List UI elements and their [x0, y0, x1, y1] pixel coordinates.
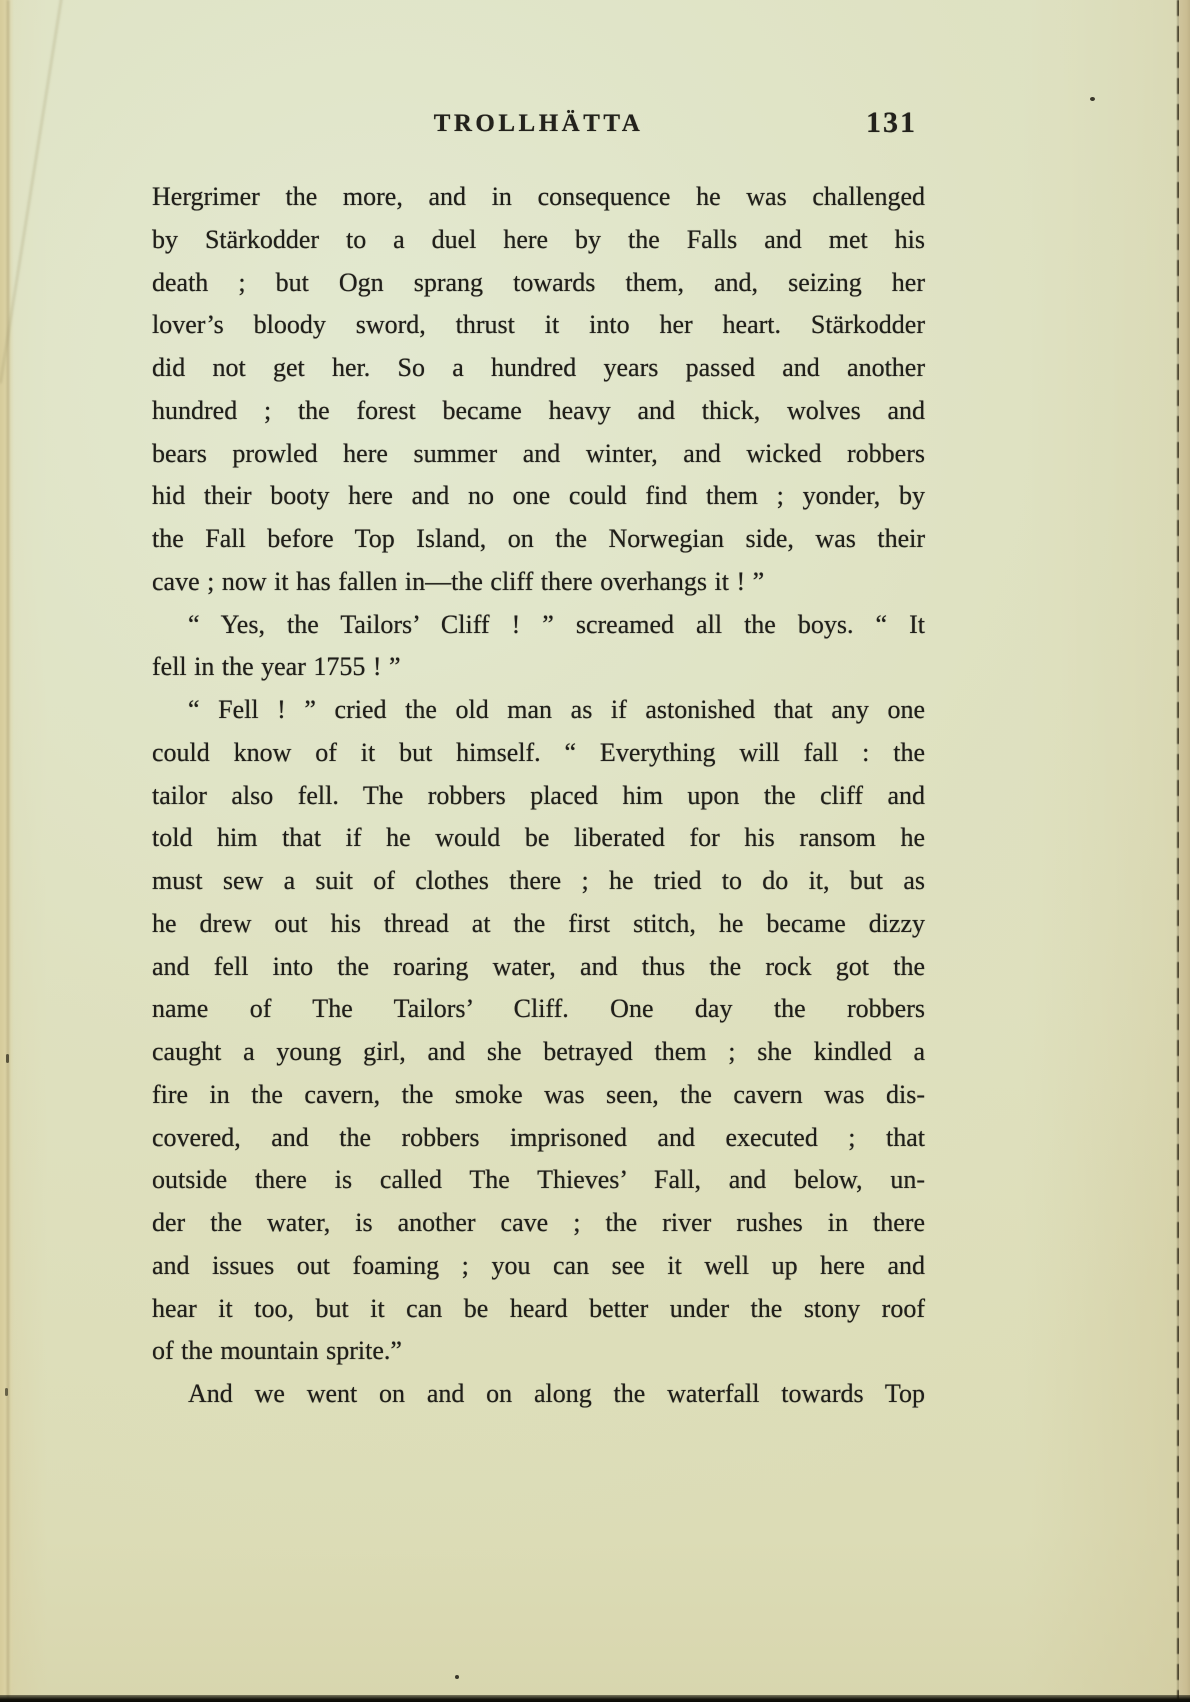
text-line: and issues out foaming ; you can see it well up here and [152, 1250, 925, 1280]
text-line: “ Yes, the Tailors’ Cliff ! ” screamed all the boys. “ It [188, 609, 925, 639]
paper-crease-vertical [7, 0, 9, 1702]
text-line: death ; but Ogn sprang towards them, and, seizing her [152, 267, 925, 297]
text-line: cave ; now it has fallen in—the cliff there overhangs it ! ” [152, 566, 765, 596]
text-line: Hergrimer the more, and in consequence he was challenged [152, 182, 925, 211]
text-line: name of The Tailors’ Cliff. One day the robbers [152, 994, 925, 1024]
text-line: he drew out his thread at the first stitch, he became dizzy [152, 908, 925, 938]
text-line: hear it too, but it can be heard better under the stony roof [152, 1293, 925, 1323]
text-line: “ Fell ! ” cried the old man as if astonished that any one [188, 695, 925, 724]
text-line: must sew a suit of clothes there ; he tried to do it, but as [152, 866, 925, 895]
text-line: der the water, is another cave ; the river rushes in there [152, 1208, 925, 1237]
text-line: covered, and the robbers imprisoned and executed ; that [152, 1122, 925, 1152]
text-line: caught a young girl, and she betrayed them ; she kindled a [152, 1037, 925, 1066]
text-line: did not get her. So a hundred years passed and another [152, 353, 925, 382]
text-line: by Stärkodder to a duel here by the Falls and met his [152, 224, 925, 254]
page-number: 131 [866, 106, 917, 139]
text-line: and fell into the roaring water, and thus the rock got the [152, 951, 925, 981]
text-line: the Fall before Top Island, on the Norwegian side, was their [152, 524, 925, 553]
text-line: lover’s bloody sword, thrust it into her heart. Stärkodder [152, 310, 925, 340]
paper-speck [5, 1388, 8, 1396]
paper-speck [6, 1054, 9, 1063]
page-header [152, 106, 925, 146]
paper-speck [1090, 97, 1095, 101]
text-line: hundred ; the forest became heavy and thick, wolves and [152, 395, 925, 425]
paper-speck [455, 1675, 459, 1679]
page-right-edge [1179, 0, 1190, 1702]
scan-bottom-shadow [0, 1695, 1190, 1702]
running-title: TROLLHÄTTA [433, 110, 644, 137]
text-line: fell in the year 1755 ! ” [152, 652, 401, 682]
text-line: hid their booty here and no one could find them ; yonder, by [152, 481, 925, 511]
text-block [152, 176, 925, 1416]
text-line: told him that if he would be liberated for his ransom he [152, 823, 925, 853]
text-line: fire in the cavern, the smoke was seen, the cavern was dis- [152, 1079, 925, 1109]
text-line: bears prowled here summer and winter, and wicked robbers [152, 438, 925, 468]
text-line: And we went on and on along the waterfall towards Top [188, 1379, 925, 1408]
text-line: outside there is called The Thieves’ Fall, and below, un- [152, 1165, 925, 1195]
text-line: of the mountain sprite.” [152, 1336, 402, 1366]
text-line: tailor also fell. The robbers placed him upon the cliff and [152, 780, 925, 810]
text-line: could know of it but himself. “ Everything will fall : the [152, 737, 925, 767]
